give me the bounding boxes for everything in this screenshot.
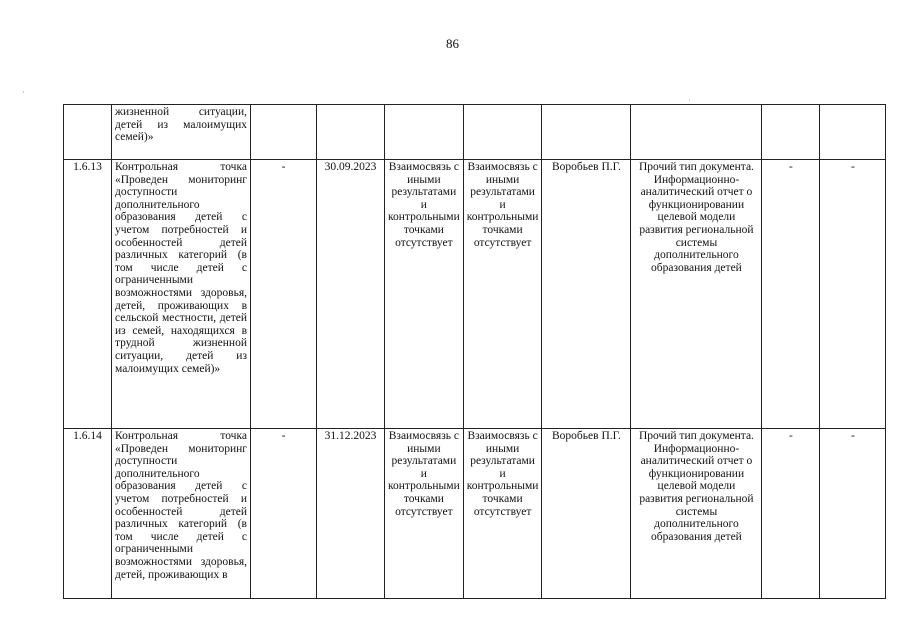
- cell-link-1: Взаимосвязь с иными результатами и контрольными точками отсутствует: [385, 429, 464, 599]
- table-row: [64, 429, 886, 599]
- cell-description: жизненной ситуации, детей из малоимущих семей)»: [112, 105, 251, 160]
- table-row: [64, 105, 886, 160]
- cell-col-10: -: [820, 429, 886, 599]
- cell-number: [64, 105, 112, 160]
- cell-col-9: -: [762, 160, 820, 429]
- cell-document-type: Прочий тип документа. Информационно-аналитический отчет о функционировании целевой модели развития региональной системы дополнительного образования детей: [631, 429, 762, 599]
- scan-speck: ·: [688, 96, 691, 105]
- cell-responsible: Воробьев П.Г.: [542, 160, 631, 429]
- cell-date: 31.12.2023: [317, 429, 385, 599]
- cell-link-2: [463, 105, 542, 160]
- cell-responsible: [542, 105, 631, 160]
- page-number: 86: [446, 36, 459, 51]
- table-row: [64, 160, 886, 429]
- cell-col-9: [762, 105, 820, 160]
- control-points-table: [63, 104, 886, 599]
- cell-link-1: Взаимосвязь с иными результатами и контрольными точками отсутствует: [385, 160, 464, 429]
- cell-date: [317, 105, 385, 160]
- cell-link-2: Взаимосвязь с иными результатами и контрольными точками отсутствует: [463, 160, 542, 429]
- cell-col-10: -: [820, 160, 886, 429]
- cell-link-1: [385, 105, 464, 160]
- cell-predecessor: -: [251, 160, 317, 429]
- cell-responsible: Воробьев П.Г.: [542, 429, 631, 599]
- cell-predecessor: [251, 105, 317, 160]
- cell-document-type: Прочий тип документа. Информационно-аналитический отчет о функционировании целевой модели развития региональной системы дополнительного образования детей: [631, 160, 762, 429]
- cell-date: 30.09.2023: [317, 160, 385, 429]
- cell-document-type: [631, 105, 762, 160]
- cell-number: 1.6.13: [64, 160, 112, 429]
- cell-description: Контрольная точка «Проведен мониторинг доступности дополнительного образования детей с учетом потребностей и особенностей детей различных категорий (в том числе детей с ограниченными возможностями здоровья, детей, проживающих в сельской местности, детей из семей, находящихся в трудной жизненной ситуации, детей из малоимущих семей)»: [112, 160, 251, 429]
- cell-col-10: [820, 105, 886, 160]
- cell-predecessor: -: [251, 429, 317, 599]
- cell-number: 1.6.14: [64, 429, 112, 599]
- cell-link-2: Взаимосвязь с иными результатами и контрольными точками отсутствует: [463, 429, 542, 599]
- cell-description: Контрольная точка «Проведен мониторинг доступности дополнительного образования детей с учетом потребностей и особенностей детей различных категорий (в том числе детей с ограниченными возможностями здоровья, детей, проживающих в: [112, 429, 251, 599]
- cell-col-9: -: [762, 429, 820, 599]
- scan-speck: ·: [22, 88, 25, 97]
